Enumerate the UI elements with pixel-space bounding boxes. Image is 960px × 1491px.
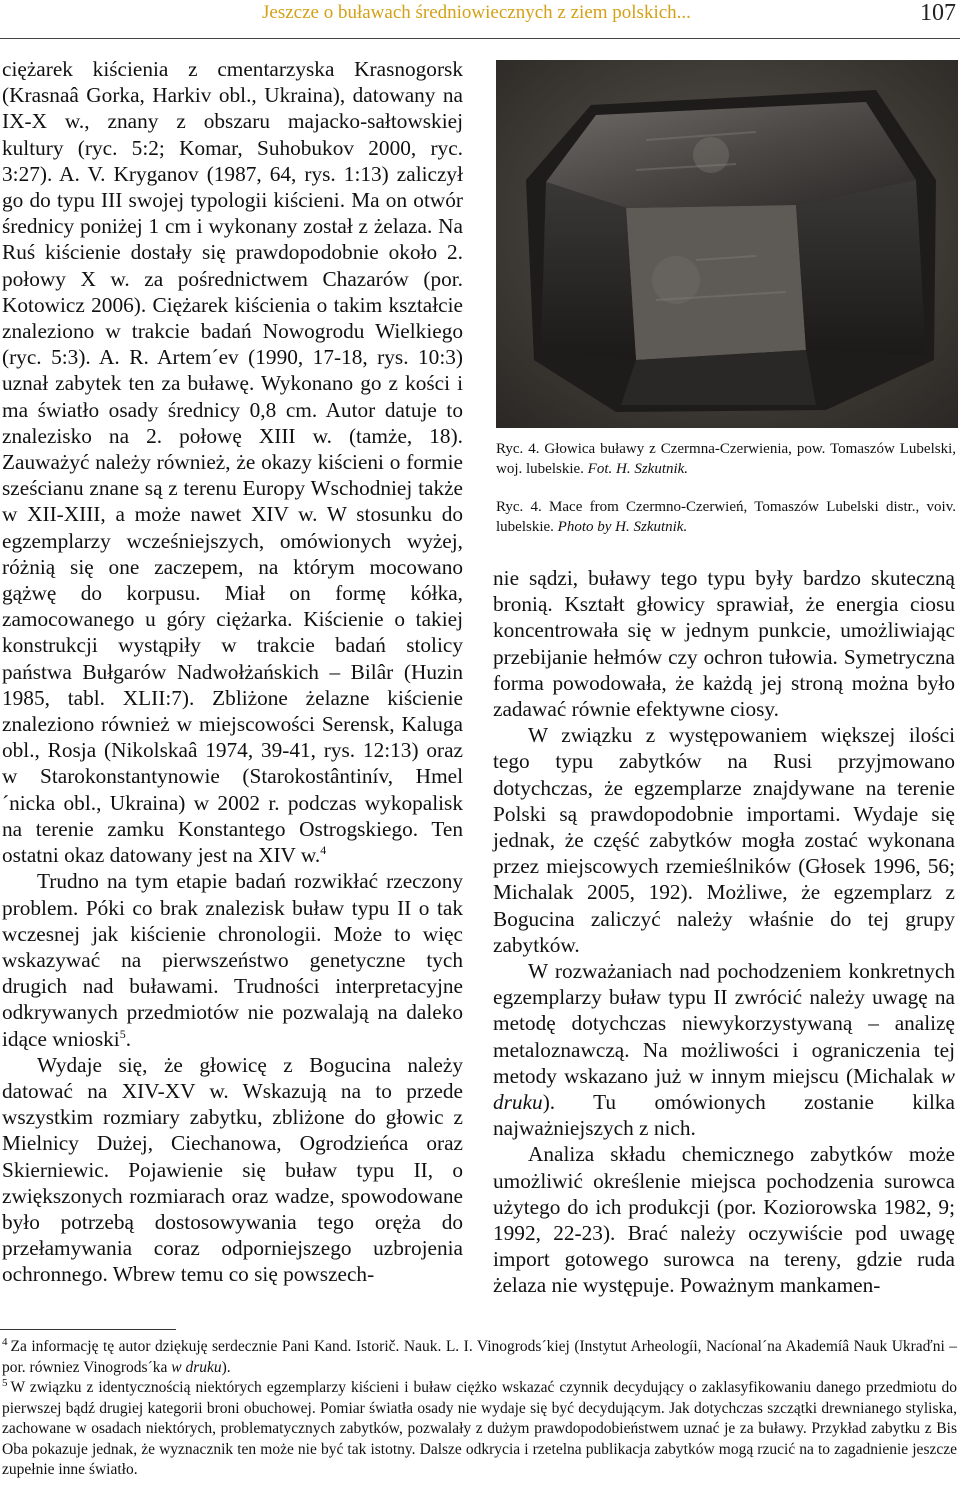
running-header-title: Jeszcze o buławach średniowiecznych z ziem polskich... [262,2,691,23]
figure-caption-english-main: Ryc. 4. Mace from Czermno-Czerwień, Tomaszów Lubelski distr., voiv. lubelskie. [496,499,956,535]
footnote-4-italic: w druku [171,1358,222,1376]
figure-caption-polish-main: Ryc. 4. Głowica buławy z Czermna-Czerwienia, pow. Tomaszów Lubelski, woj. lubelskie. [496,441,956,477]
left-paragraph-1 [2,56,463,868]
header-rule [0,38,960,39]
footnotes [2,1337,957,1481]
right-paragraph-1: nie sądzi, buławy tego typu były bardzo skuteczną bronią. Kształt głowicy sprawiał, że energia ciosu koncentrowała się w jednym punkcie, umożliwiając przebijanie hełmów czy ochron tułowia. Symetryczna forma powodowała, że każdą jej stroną można było zadawać równie efektywne ciosy. [493,566,955,722]
figure-caption-english-photo-credit: Photo by H. Szkutnik. [557,518,688,535]
right-paragraph-2: W związku z występowaniem większej ilości tego typu zabytków na Rusi przyjmowano dotychczas, że egzemplarze znajdywane na terenie Polski są prawdopodobnie importami. Wydaje się jednak, że część zabytków mogła zostać wykonana przez miejscowych rzemieślników (Głosek 1996, 56; Michalak 2005, 192). Możliwe, że egzemplarz z Bogucina zaliczyć należy właśnie do tej grupy zabytków. [493,723,955,957]
left-paragraph-1-text: ciężarek kiścienia z cmentarzyska Krasnogorsk (Krasnaâ Gorka, Harkiv obl., Ukraina), datowany na IX-X w., znany z obszaru majacko-sałtowskiej kultury (ryc. 5:2; Komar, Suhobukov 2000, ryc. 3:27). A. V. Kryganov (1987, 64, rys. 1:13) zaliczył go do typu III swojej typologii kiścieni. Ma on otwór średnicy poniżej 1 cm i wykonany został z żelaza. Na Ruś kiścienie dostały się prawdopodobnie około 2. połowy X w. za pośrednictwem Chazarów (por. Kotowicz 2006). Ciężarek kiścienia o takim kształcie znaleziono w trakcie badań Nowogrodu Wielkiego (ryc. 5:3). A. R. Artem´ev (1990, 17-18, rys. 10:3) uznał zabytek ten za buławę. Wykonano go z kości i ma światło osady średnicy 0,8 cm. Autor datuje to znalezisko na 2. połowę XIII w. (tamże, 18). Zauważyć należy również, że okazy kiścieni o formie sześcianu znane są z terenu Europy Wschodniej także w XII-XIII, a może nawet XIV w. W stosunku do egzemplarzy wcześniejszych, omówionych wyżej, różnią się one zaczepem, na którym mocowano gążwę do korpusu. Miał on formę kółka, zamocowanego u góry ciężarka. Kiścienie o takiej konstrukcji wystąpiły w trakcie badań stolicy państwa Bułgarów Nadwołżańskich – Bilâr (Huzin 1985, tabl. XLII:7). Zbliżone żelazne kiścienie znaleziono również w miejscowości Serensk, Kaluga obl., Rosja (Nikolskaâ 1974, 39-41, rys. 12:13) oraz w Starokonstantynowie (Starokostântinív, Hmel´nicka obl., Ukraina) w 2002 r. podczas wykopalisk na terenie zamku Konstantego Ostrogskiego. Ten ostatni okaz datowany jest na XIV w. [2,57,463,868]
footnote-4-text: Za informację tę autor dziękuję serdecznie Pani Kand. Istorič. Nauk. L. I. Vinogrods´kiej (Instytut Arheologíi, Nacíonal´na Akademíâ Nauk Ukraďni – por. równiez Vinogrods´ka [2,1338,957,1376]
left-paragraph-2-end: i [113,1026,120,1051]
right-paragraph-4: Analiza składu chemicznego zabytków może umożliwić określenie miejsca pochodzenia surowca użytego do ich produkcji (por. Koziorowska 1982, 9; 1992, 22-23). Brać należy oczywiście pod uwagę import gotowego surowca na tereny, gdzie ruda żelaza nie występuje. Poważnym mankamen- [493,1142,955,1298]
right-paragraph-3-part-b: ). Tu omówionych zostanie kilka najważniejszych z nich. [493,1090,955,1141]
left-paragraph-3: Wydaje się, że głowicę z Bogucina należy datować na XIV-XV w. Wskazują na to przede wszystkim rozmiary zabytku, zbliżone do głowic z Mielnicy Dużej, Ciechanowa, Ogrodzieńca oraz Skierniewic. Pojawienie się buław typu II, o zwiększonych rozmiarach oraz wadze, spowodowane było potrzebą dostosowywania tego oręża do przełamywania coraz odporniejszego uzbrojenia ochronnego. Wbrew temu co się powszech- [2,1052,463,1287]
footnote-5-text: W związku z identycznością niektórych egzemplarzy kiścieni i buław ciężko wskazać czynnik decydujący o zaklasyfikowaniu danego przedmiotu do pierwszej bądź drugiej kategorii broni obuchowej. Pomiar światła osady nie wydaje się być decydującym. Jak dotychczas szczątki drewnianego styliska, zachowane w osadach niektórych, problematycznych zabytków, pozwalały z dużym prawdopodobieństwem uznać je za buławy. Przykład zabytku z Bis Oba pokazuje jednak, że wyznacznik ten może nie być tak istotny. Dalsze odkrycia i rzetelna publikacja zabytków mogą rzucić na to zagadnienie jeszcze zupełnie inne światło. [2,1379,957,1478]
left-paragraph-2 [2,868,463,1051]
footnote-ref-5: 5 [119,1026,126,1041]
figure-caption-polish [496,440,956,479]
footnote-5-number: 5 [2,1376,8,1389]
left-text-column [2,56,463,1288]
right-paragraph-3-italic: w druku [493,1063,955,1115]
page-number: 107 [920,0,956,26]
left-paragraph-2-tail: . [125,1026,132,1051]
footnote-rule [0,1329,176,1330]
right-paragraph-3 [493,958,955,1141]
footnote-ref-4: 4 [320,843,327,857]
footnote-5 [2,1378,957,1481]
figure-caption-polish-photo-credit: Fot. H. Szkutnik. [587,460,689,477]
footnote-4 [2,1337,957,1378]
footnote-4-number: 4 [2,1335,8,1348]
right-text-column [493,565,955,1299]
mace-head-image [496,60,958,428]
left-paragraph-2-text: Trudno na tym etapie badań rozwikłać rzeczony problem. Póki co brak znalezisk buław typu II o tak wczesnej jak kiścienie chronologii. Może to więc wskazywać na pierwszeństwo genetyczne tych drugich nad buławami. Trudności interpretacyjne odkrywanych przedmiotów nie pozwalają na daleko idące wniosk [2,869,463,1051]
mace-head-photo [496,60,958,428]
figure-caption-english [496,498,956,537]
right-paragraph-3-part-a: W rozważaniach nad pochodzeniem konkretnych egzemplarzy buław typu II zwrócić należy uwagę na metodę dotychczas niewykorzystywaną – analizę metaloznawczą. Na możliwości i ograniczenia tej metody wskazano już w innym miejscu (Michalak [493,959,955,1088]
footnote-4-tail: ). [221,1358,231,1376]
